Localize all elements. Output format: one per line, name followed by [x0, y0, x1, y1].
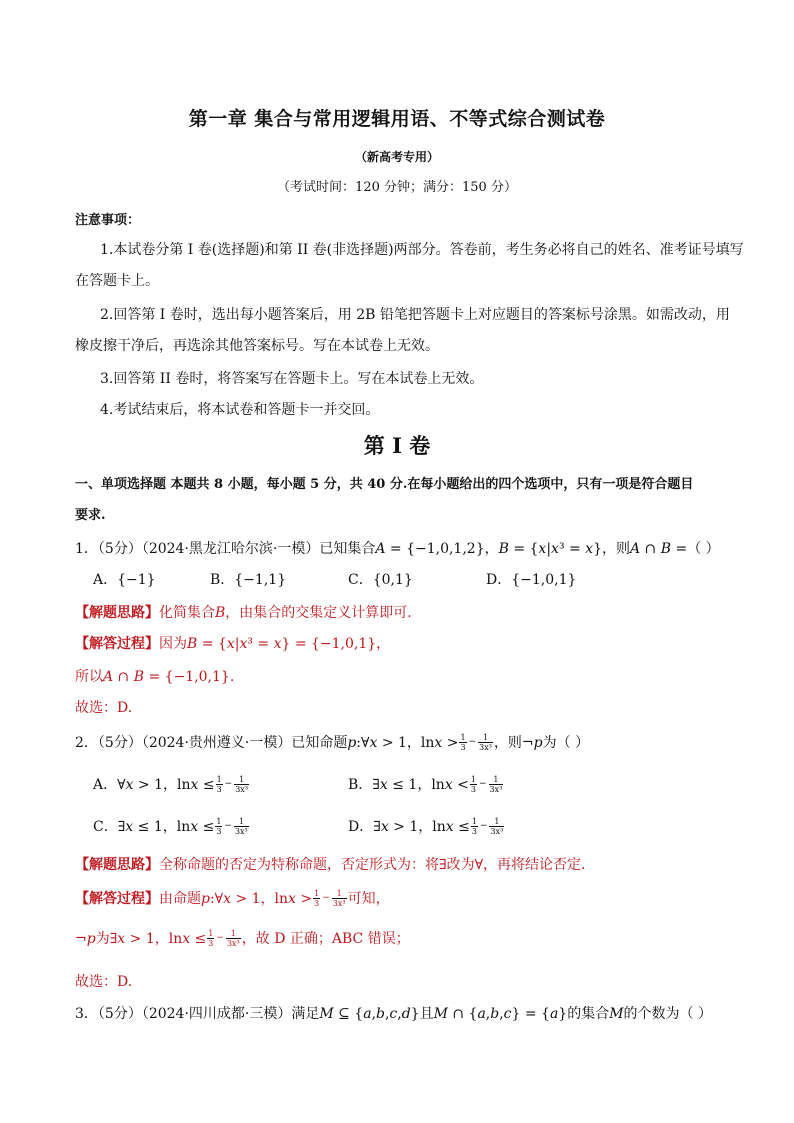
q2-process-cont-wrap [75, 928, 410, 948]
q2-process-post: 可知， [347, 891, 390, 907]
q2-stem-wrap [75, 732, 589, 752]
q2-option-a [93, 774, 250, 794]
frac-den: 3x³ [235, 784, 249, 794]
frac-den: 3x³ [332, 898, 346, 908]
q2-option-a-wrap [93, 774, 250, 794]
q2-idea-text: 全称命题的否定为特称命题，否定形式为：将∃改为∀，再将结论否定. [159, 857, 586, 873]
q2-option-a-frac-2 [234, 775, 249, 794]
frac-num: 1 [471, 816, 477, 826]
frac-den: 3x³ [226, 938, 240, 948]
q1-option-d: D．{−1,0,1} [486, 572, 577, 588]
q2-option-b-wrap [348, 774, 504, 794]
q1-process-label: 【解答过程】 [75, 636, 159, 652]
minus-sign: − [479, 821, 488, 831]
frac-den: 3 [471, 826, 477, 836]
q2-stem-pre: 2．（5分）（2024·贵州遵义·一模）已知命题𝑝:∀𝑥 > 1，ln𝑥 > [75, 735, 459, 751]
q2-option-d-frac-2 [489, 817, 504, 836]
minus-sign: − [216, 933, 224, 943]
q2-idea [75, 854, 586, 874]
q2-option-b-frac-2 [489, 775, 504, 794]
q2-stem-frac-2-num: 1 [478, 733, 493, 743]
frac-den: 3 [208, 938, 214, 948]
q2-process-wrap [75, 888, 390, 908]
frac-den: 3x³ [489, 784, 503, 794]
frac-num: 1 [489, 775, 504, 785]
note-item-2: 2.回答第 I 卷时，选出每小题答案后，用 2B 铅笔把答题卡上对应题目的答案标号涂黑。如需改动，用 [100, 307, 730, 323]
frac-den: 3x³ [234, 826, 248, 836]
q2-option-d-text: D．∃𝑥 > 1，ln𝑥 ≤ [348, 819, 470, 835]
minus-sign: − [468, 737, 477, 747]
q2-option-b-text: B．∃𝑥 ≤ 1，ln𝑥 < [348, 777, 469, 793]
frac-num: 1 [216, 816, 222, 826]
note-item-1: 1.本试卷分第 I 卷(选择题)和第 II 卷(非选择题)两部分。答卷前，考生务必将自己的姓名、准考证号填写 [100, 242, 744, 258]
note-item-1-cont: 在答题卡上。 [75, 273, 159, 289]
q2-stem-frac-2 [478, 733, 493, 752]
q2-stem-frac-1 [459, 733, 466, 752]
q1-option-a: A．{−1} [93, 572, 156, 588]
q2-process2-frac-1 [207, 929, 214, 948]
q2-process-cont [75, 928, 410, 948]
q1-option-b: B．{−1,1} [210, 572, 287, 588]
frac-num: 1 [314, 888, 320, 898]
page-subtitle: （新高考专用） [354, 150, 439, 164]
q2-option-c-frac-2 [234, 817, 249, 836]
note-item-4: 4.考试结束后，将本试卷和答题卡一并交回。 [100, 402, 380, 418]
frac-num: 1 [234, 775, 249, 785]
q2-option-b [348, 774, 504, 794]
q2-process-pre: 由命题𝑝:∀𝑥 > 1，ln𝑥 > [159, 891, 313, 907]
q2-option-d-wrap [348, 816, 505, 836]
frac-num: 1 [470, 774, 476, 784]
q3-stem: 3．（5分）（2024·四川成都·三模）满足𝑀 ⊆ {𝑎,𝑏,𝑐,𝑑}且𝑀 ∩ {𝑎,𝑏,𝑐} = {𝑎}的集合𝑀的个数为（ ） [75, 1006, 712, 1022]
frac-num: 1 [208, 928, 214, 938]
frac-num: 1 [234, 817, 249, 827]
frac-num: 1 [332, 889, 347, 899]
note-item-2-cont: 橡皮擦干净后，再选涂其他答案标号。写在本试卷上无效。 [75, 338, 439, 354]
q1-process-cont: 所以𝐴 ∩ 𝐵 = {−1,0,1}. [75, 669, 235, 685]
minus-sign: − [224, 821, 232, 831]
notes-heading: 注意事项： [75, 213, 141, 228]
minus-sign: − [322, 893, 330, 903]
note-item-3: 3.回答第 II 卷时，将答案写在答题卡上。写在本试卷上无效。 [100, 371, 484, 387]
q2-option-c-text: C．∃𝑥 ≤ 1，ln𝑥 ≤ [93, 819, 215, 835]
q1-option-c: C．{0,1} [348, 572, 413, 588]
q2-option-a-text: A．∀𝑥 > 1，ln𝑥 ≤ [93, 777, 215, 793]
frac-num: 1 [226, 929, 241, 939]
frac-num: 1 [216, 774, 222, 784]
section-title: 第 I 卷 [363, 433, 431, 458]
part1-instruction-cont: 要求. [75, 508, 106, 523]
q2-idea-label: 【解题思路】 [75, 857, 159, 873]
q1-stem: 1．（5分）（2024·黑龙江哈尔滨·一模）已知集合𝐴 = {−1,0,1,2}，𝐵 = {𝑥|𝑥³ = 𝑥}，则𝐴 ∩ 𝐵 =（ ） [75, 541, 720, 557]
q2-process-label: 【解答过程】 [75, 891, 159, 907]
frac-num: 1 [489, 817, 504, 827]
q2-process [75, 888, 390, 908]
frac-den: 3 [216, 826, 222, 836]
q2-option-b-frac-1 [470, 775, 477, 794]
q2-process-frac-1 [313, 889, 320, 908]
q1-process-text: 因为𝐵 = {𝑥|𝑥³ = 𝑥} = {−1,0,1}， [159, 636, 391, 652]
part1-instruction: 一、单项选择题 本题共 8 小题，每小题 5 分，共 40 分.在每小题给出的四个选项中，只有一项是符合题目 [75, 477, 694, 492]
q2-stem-post: ，则¬𝑝为（ ） [493, 735, 590, 751]
q2-option-c [93, 816, 250, 836]
q2-process2-post: ，故 D 正确；ABC 错误； [241, 931, 410, 947]
frac-den: 3 [314, 898, 320, 908]
q1-idea [75, 602, 412, 622]
q2-option-d [348, 816, 505, 836]
q2-option-a-frac-1 [216, 775, 223, 794]
q1-process [75, 633, 390, 653]
frac-den: 3x³ [490, 826, 504, 836]
q2-stem-frac-1-num: 1 [460, 732, 466, 742]
minus-sign: − [478, 779, 487, 789]
q2-stem [75, 732, 589, 752]
q1-idea-text: 化简集合𝐵，由集合的交集定义计算即可. [159, 605, 412, 621]
q2-process2-pre: ¬𝑝为∃𝑥 > 1，ln𝑥 ≤ [75, 931, 207, 947]
q1-answer: 故选：D. [75, 700, 133, 716]
q2-option-c-frac-1 [215, 817, 222, 836]
q2-process2-frac-2 [226, 929, 241, 948]
q2-stem-frac-1-den: 3 [460, 742, 466, 752]
frac-den: 3 [470, 784, 476, 794]
q2-process-frac-2 [332, 889, 347, 908]
q1-idea-label: 【解题思路】 [75, 605, 159, 621]
q2-stem-frac-2-den: 3x³ [479, 742, 492, 752]
q2-option-d-frac-1 [471, 817, 478, 836]
exam-info: （考试时间：120 分钟；满分：150 分） [277, 180, 517, 195]
frac-den: 3 [216, 784, 222, 794]
page-title: 第一章 集合与常用逻辑用语、不等式综合测试卷 [188, 108, 606, 130]
minus-sign: − [224, 779, 233, 789]
q2-option-c-wrap [93, 816, 250, 836]
q2-answer: 故选：D. [75, 974, 133, 990]
